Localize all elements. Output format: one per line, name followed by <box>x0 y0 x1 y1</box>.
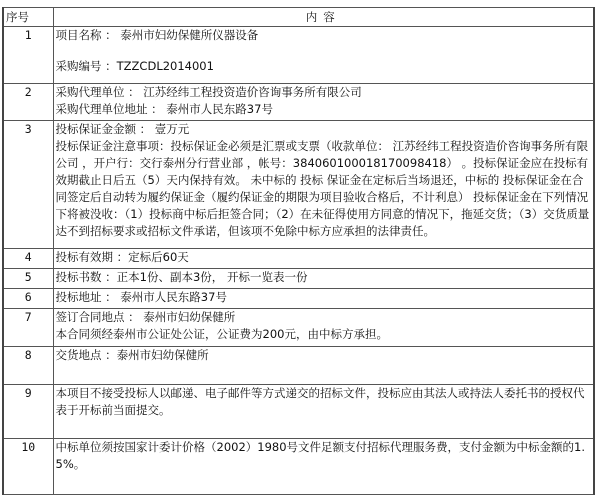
row-content <box>53 385 594 439</box>
agency-address: 采购代理单位地址 ： 泰州市人民东路37号 <box>55 102 273 116</box>
row-number: 2 <box>3 84 53 121</box>
row-number: 10 <box>3 439 53 495</box>
deposit-amount: 投标保证金金额 ： 壹万元 <box>55 122 190 136</box>
row-content <box>53 309 594 347</box>
service-fee-rule: 中标单位须按国家计委计价格（2002）1980号文件足额支付招标代理服务费，支付金额为中标金额的1.5%。 <box>55 440 586 471</box>
row-number: 5 <box>3 269 53 289</box>
table-row <box>3 27 594 84</box>
table-row <box>3 84 594 121</box>
row-number: 9 <box>3 385 53 439</box>
table-row <box>3 309 594 347</box>
row-content <box>53 27 594 84</box>
bid-validity: 投标有效期 ：定标后60天 <box>55 250 189 264</box>
header-content: 内容 <box>53 8 594 27</box>
row-number: 7 <box>3 309 53 347</box>
row-content <box>53 439 594 495</box>
notarization-note: 本合同须经泰州市公证处公证，公证费为200元，由中标方承担。 <box>55 327 388 341</box>
row-number: 8 <box>3 347 53 385</box>
row-number: 3 <box>3 121 53 249</box>
bid-copies: 投标书数 ：正本1份、副本3份， 开标一览表一份 <box>55 270 308 284</box>
row-content <box>53 249 594 269</box>
agency-name: 采购代理单位 ： 江苏经纬工程投资造价咨询事务所有限公司 <box>55 85 362 99</box>
cutoff-text-line <box>10 496 310 501</box>
row-number: 1 <box>3 27 53 84</box>
row-number: 6 <box>3 289 53 309</box>
delivery-location: 交货地点 ：泰州市妇幼保健所 <box>55 348 209 362</box>
header-index: 序号 <box>3 8 53 27</box>
row-content <box>53 289 594 309</box>
row-content <box>53 347 594 385</box>
table-row <box>3 289 594 309</box>
row-content <box>53 269 594 289</box>
deposit-notes: 投标保证金注意事项：投标保证金必须是汇票或支票（收款单位： 江苏经纬工程投资造价咨询事务所有限公司 ，开户行：交行泰州分行营业部 ，帐号：384060100018170098418） 。投标保证金应在投标有效期截止日后五（5）天内保持有效。 未中标的 投标 保证金在定标后当场退还，中标的 投标保证金在合同签定后自动转为履约保证金（履约保证金的期限为项目验收合格后，不计利息） 投标保证金在下列情况下将被没收：（1）投标商中标后拒签合同；（2）在未征得使用方同意的情况下，拖延交货；（3）交货质量达不到招标要求或招标文件承诺，但该项不免除中标方应承担的法律责任。 <box>55 139 590 238</box>
spacer <box>56 44 592 58</box>
bid-info-table <box>2 7 595 495</box>
contract-location: 签订合同地点 ： 泰州市妇幼保健所 <box>55 310 236 324</box>
table-row <box>3 385 594 439</box>
table-row <box>3 347 594 385</box>
row-number: 4 <box>3 249 53 269</box>
row-content <box>53 121 594 249</box>
project-name: 项目名称 ： 泰州市妇幼保健所仪器设备 <box>55 28 259 42</box>
bid-address: 投标地址 ： 泰州市人民东路37号 <box>55 290 227 304</box>
table-row <box>3 439 594 495</box>
table-row <box>3 249 594 269</box>
header-row <box>3 8 594 27</box>
table-row <box>3 121 594 249</box>
submission-rule: 本项目不接受投标人以邮递、电子邮件等方式递交的招标文件，投标应由其法人或持法人委托书的授权代表于开标前当面提交。 <box>55 386 585 417</box>
table-row <box>3 269 594 289</box>
row-content <box>53 84 594 121</box>
procurement-number: 采购编号 ：TZZCDL2014001 <box>55 59 214 73</box>
